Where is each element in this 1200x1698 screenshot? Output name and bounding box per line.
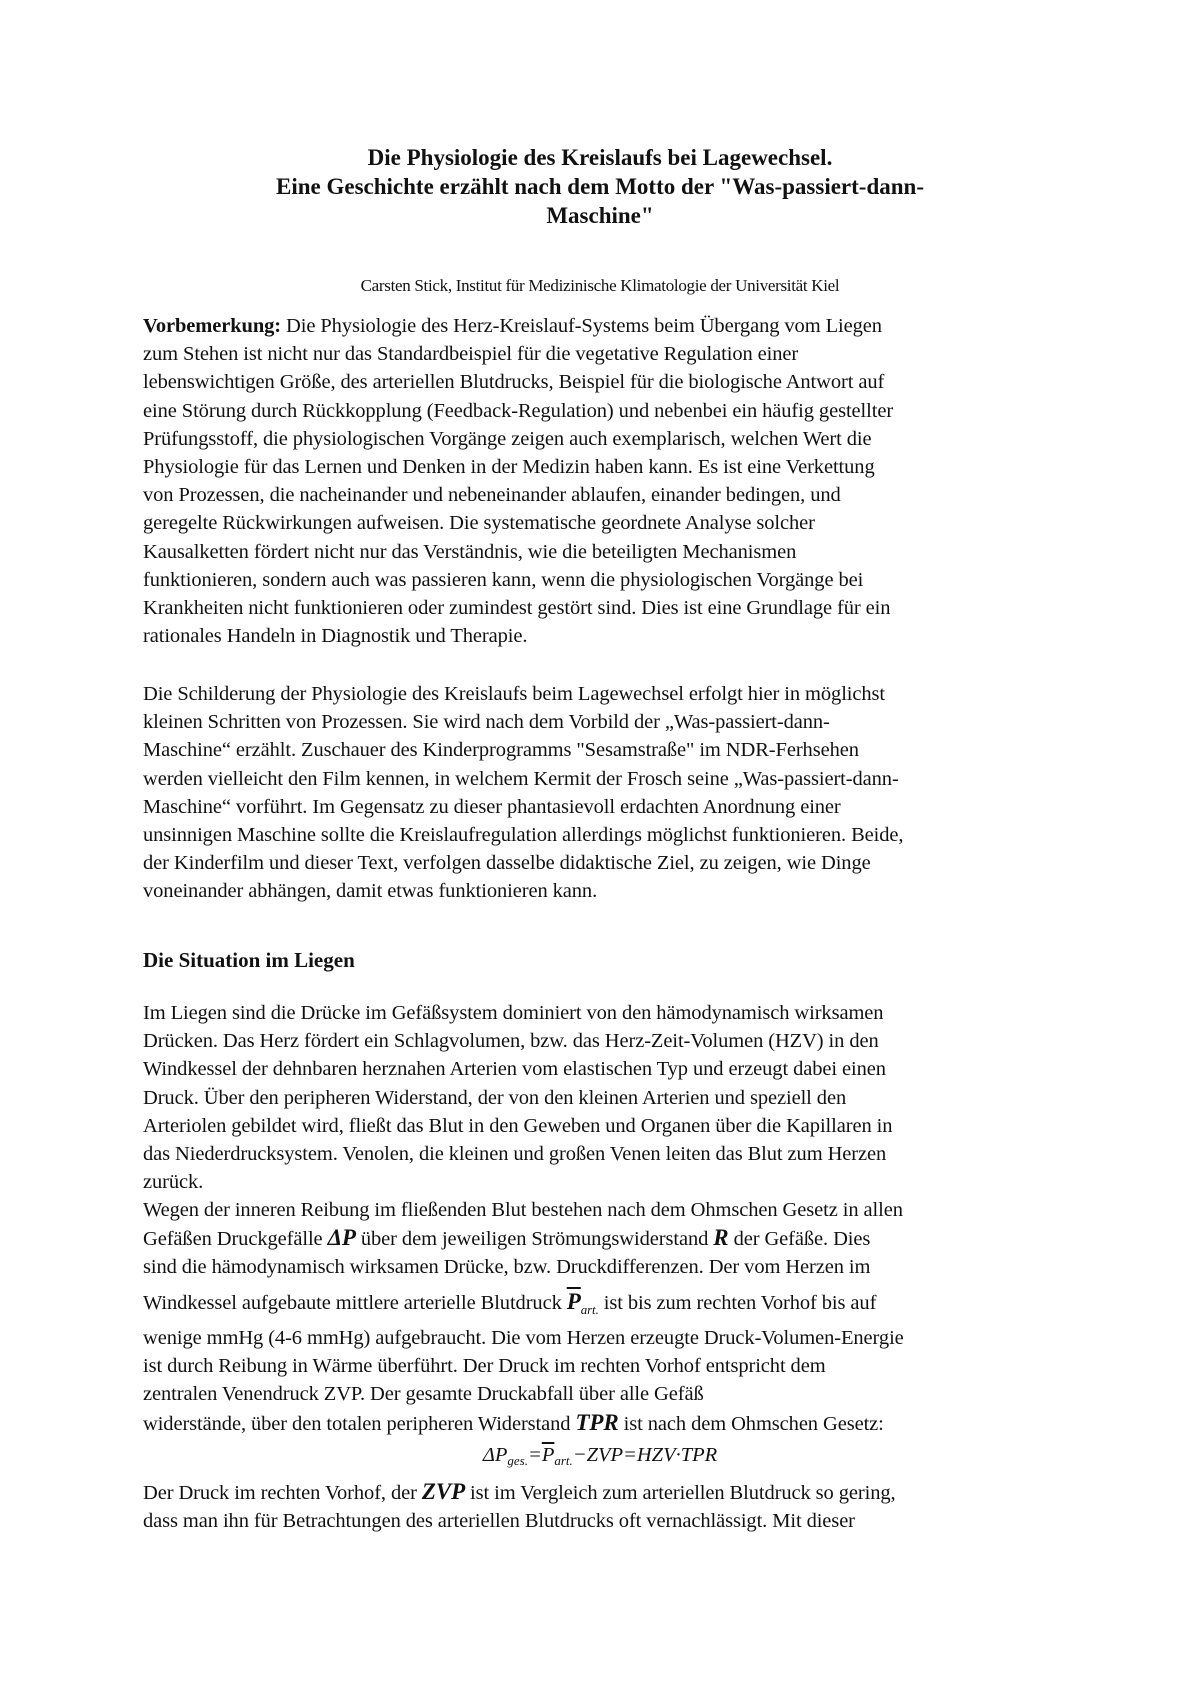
text-line: zum Stehen ist nicht nur das Standardbeispiel für die vegetative Regulation einer: [143, 343, 799, 366]
text-line: widerstände, über den totalen peripheren Widerstand TPR ist nach dem Ohmschen Gesetz:: [143, 1409, 884, 1435]
text-line: lebenswichtigen Größe, des arteriellen Blutdrucks, Beispiel für die biologische Antwort auf: [143, 371, 885, 394]
text-line: voneinander abhängen, damit etwas funktionieren kann.: [143, 880, 598, 903]
title-line-1: Die Physiologie des Kreislaufs bei Lagewechsel.: [367, 145, 833, 170]
text-line: rationales Handeln in Diagnostik und Therapie.: [143, 625, 528, 648]
friction-paragraph: [143, 1196, 1063, 1438]
text-line: unsinnigen Maschine sollte die Kreislaufregulation allerdings möglichst funktionieren. Beide,: [143, 824, 904, 847]
intro-paragraph: [143, 680, 1063, 906]
symbol-p-art-sub: art.: [580, 1301, 599, 1317]
title-line-3: Maschine": [546, 203, 654, 228]
symbol-delta-p: ΔP: [327, 1225, 356, 1251]
document-title: [150, 143, 1050, 230]
title-line-2: Eine Geschichte erzählt nach dem Motto der "Was-passiert-dann-: [276, 174, 924, 199]
text-line: sind die hämodynamisch wirksamen Drücke, bzw. Druckdifferenzen. Der vom Herzen im: [143, 1256, 871, 1279]
text-line: Prüfungsstoff, die physiologischen Vorgänge zeigen auch exemplarisch, welchen Wert die: [143, 427, 872, 450]
text-line: das Niederdrucksystem. Venolen, die kleinen und großen Venen leiten das Blut zum Herzen: [143, 1143, 887, 1166]
text-line: Druck. Über den peripheren Widerstand, der von den kleinen Arterien und speziell den: [143, 1086, 847, 1109]
author-line: Carsten Stick, Institut für Medizinische Klimatologie der Universität Kiel: [360, 276, 840, 295]
text-line: zentralen Venendruck ZVP. Der gesamte Druckabfall über alle Gefäß: [143, 1383, 704, 1406]
text-line: wenige mmHg (4-6 mmHg) aufgebraucht. Die vom Herzen erzeugte Druck-Volumen-Energie: [143, 1326, 904, 1349]
text-line: von Prozessen, die nacheinander und nebeneinander ablaufen, einander bedingen, und: [143, 484, 841, 507]
text-line: funktionieren, sondern auch was passieren kann, wenn die physiologischen Vorgänge bei: [143, 568, 864, 591]
lying-paragraph: [143, 999, 1063, 1196]
text-line: der Kinderfilm und dieser Text, verfolgen dasselbe didaktische Ziel, zu zeigen, wie Dinge: [143, 852, 871, 875]
text-line: geregelte Rückwirkungen aufweisen. Die systematische geordnete Analyse solcher: [143, 512, 815, 535]
section-heading: Die Situation im Liegen: [143, 948, 355, 972]
text-line: Windkessel aufgebaute mittlere arterielle Blutdruck $\overline{P}_{art.}$ ist bis zum rechten Vorhof bis auf: [143, 1288, 877, 1317]
ohm-formula: $\Delta P_{ges.}=\overline{P}_{art.}-ZVP=HZV\cdot TPR$: [482, 1444, 718, 1468]
symbol-p-art: $\overline{P}$: [566, 1288, 581, 1314]
text-line: Drücken. Das Herz fördert ein Schlagvolumen, bzw. das Herz-Zeit-Volumen (HZV) in den: [143, 1030, 879, 1053]
symbol-zvp: ZVP: [421, 1479, 466, 1504]
text-line: kleinen Schritten von Prozessen. Sie wird nach dem Vorbild der „Was-passiert-dann-: [143, 711, 830, 734]
text-line: Physiologie für das Lernen und Denken in der Medizin haben kann. Es ist eine Verkettung: [143, 456, 875, 479]
text-line: eine Störung durch Rückkopplung (Feedback-Regulation) und nebenbei ein häufig gestellter: [143, 399, 894, 422]
text-line: Maschine“ vorführt. Im Gegensatz zu dieser phantasievoll erdachten Anordnung einer: [143, 795, 841, 818]
text-line: zurück.: [143, 1171, 204, 1194]
symbol-r: R: [713, 1225, 729, 1251]
preface-label: Vorbemerkung:: [143, 315, 282, 337]
zvp-paragraph: [143, 1478, 1063, 1535]
text-line: Die Schilderung der Physiologie des Kreislaufs beim Lagewechsel erfolgt hier in möglichst: [143, 683, 886, 705]
text-line: werden vielleicht den Film kennen, in welchem Kermit der Frosch seine „Was-passiert-dann-: [143, 767, 899, 790]
text-line: Krankheiten nicht funktionieren oder zumindest gestört sind. Dies ist eine Grundlage für ein: [143, 597, 891, 620]
text-line: Kausalketten fördert nicht nur das Verständnis, wie die beteiligten Mechanismen: [143, 540, 797, 563]
text-line: Vorbemerkung: Die Physiologie des Herz-Kreislauf-Systems beim Übergang vom Liegen: [143, 315, 882, 337]
text-line: Maschine“ erzählt. Zuschauer des Kinderprogramms "Sesamstraße" im NDR-Ferhsehen: [143, 739, 859, 762]
symbol-tpr: TPR: [575, 1409, 619, 1435]
text-line: dass man ihn für Betrachtungen des arteriellen Blutdrucks oft vernachlässigt. Mit dieser: [143, 1510, 855, 1533]
text-line: ist durch Reibung in Wärme überführt. Der Druck im rechten Vorhof entspricht dem: [143, 1355, 826, 1378]
text-line: Wegen der inneren Reibung im fließenden Blut bestehen nach dem Ohmschen Gesetz in allen: [143, 1199, 903, 1221]
text-line: Gefäßen Druckgefälle ΔP über dem jeweiligen Strömungswiderstand R der Gefäße. Dies: [143, 1225, 871, 1251]
preface-paragraph: [143, 312, 1063, 650]
text-line: Arteriolen gebildet wird, fließt das Blut in den Geweben und Organen über die Kapillaren in: [143, 1114, 893, 1137]
text-line: Im Liegen sind die Drücke im Gefäßsystem dominiert von den hämodynamisch wirksamen: [143, 1002, 884, 1024]
text-line: Der Druck im rechten Vorhof, der ZVP ist im Vergleich zum arteriellen Blutdruck so gering,: [143, 1479, 896, 1504]
text-line: Windkessel der dehnbaren herznahen Arterien vom elastischen Typ und erzeugt dabei einen: [143, 1058, 886, 1081]
